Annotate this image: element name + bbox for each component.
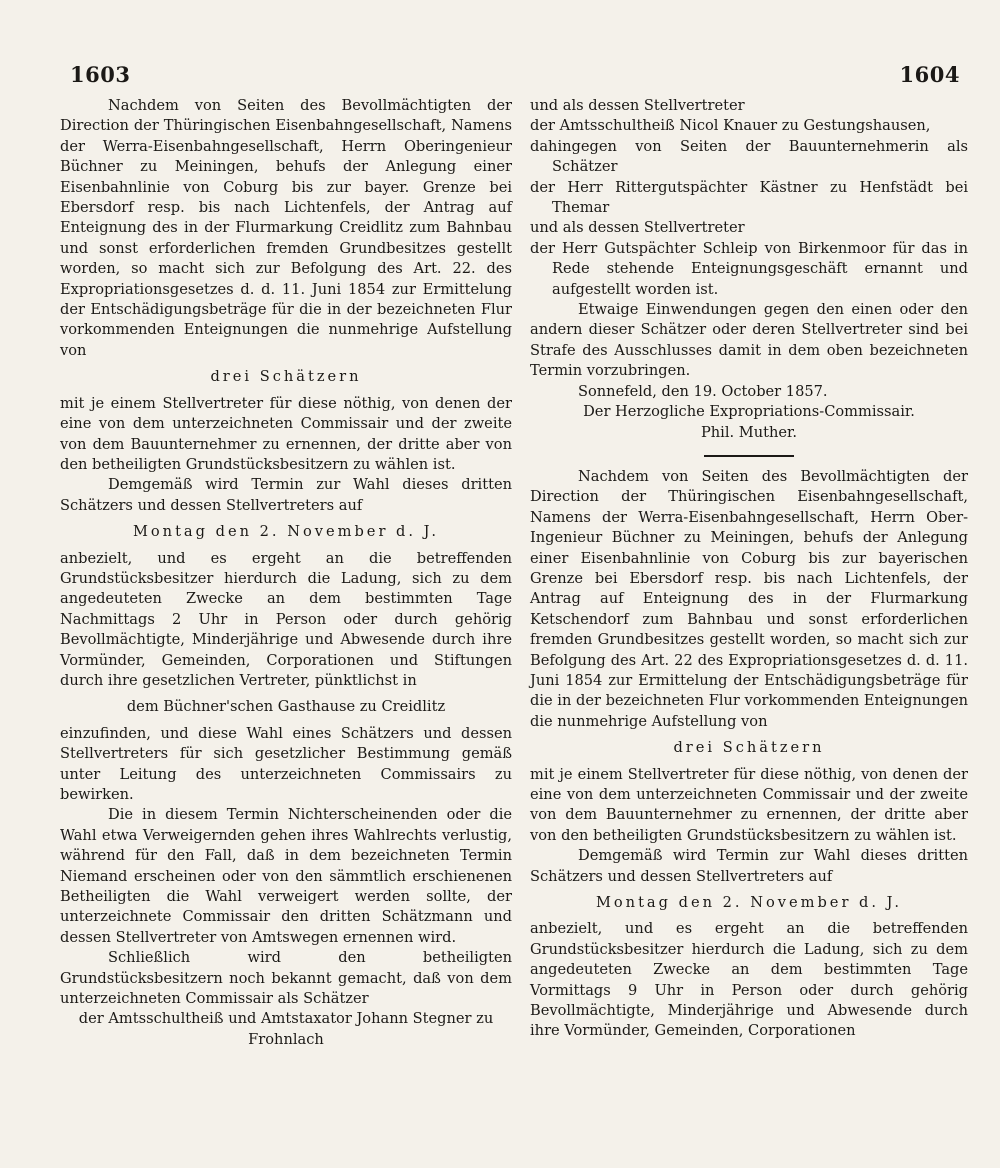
- deputy-label-2: und als dessen Stellvertreter: [530, 219, 745, 237]
- paragraph-election-date-2: Demgemäß wird Termin zur Wahl dieses dritten Schätzers und dessen Stellvertreters auf: [530, 847, 968, 885]
- issuing-authority: Der Herzogliche Expropriations-Commissair.: [583, 403, 915, 421]
- paragraph-objections: Etwaige Einwendungen gegen den einen oder den andern dieser Schätzer oder deren Stellvertreter sind bei Strafe des Ausschlusses damit in dem oben bezeichneten Termin vorzubringen.: [530, 301, 968, 380]
- paragraph-summons: anbezielt, und es ergeht an die betreffenden Grundstücksbesitzer hierdurch die Ladung, sich zu dem angedeuteten Zwecke an dem bestimmten Tage Nachmittags 2 Uhr in Person oder durch gehörig Bevollmächtigte, Minderjährige und Abwesende durch ihre Vormünder, Gemeinden, Corporationen und Stiftungen durch ihre gesetzlichen Vertreter, pünktlichst in: [60, 549, 512, 689]
- paragraph-election: einzufinden, und diese Wahl eines Schätzers und dessen Stellvertreters für sich gesetzlicher Bestimmung gemäß unter Leitung des unterzeichneten Commissairs zu bewirken.: [60, 724, 512, 803]
- dateline: Sonnefeld, den 19. October 1857.: [578, 382, 828, 400]
- right-column: [530, 96, 968, 1042]
- meeting-date-2: Montag den 2. November d. J.: [595, 894, 903, 912]
- notice-creidlitz-intro: Nachdem von Seiten des Bevollmächtigten der Direction der Thüringischen Eisenbahngesellschaft, Namens der Werra-Eisenbahngesellschaft, Herrn Oberingenieur Büchner zu Meiningen, behufs der Anlegung einer Eisenbahnlinie von Coburg bis zur bayer. Grenze bei Ebersdorf resp. bis nach Lichtenfels, der Antrag auf Enteignung des in der Flurmarkung Creidlitz zum Bahnbau und sonst erforderlichen fremden Grundbesitzes gestellt worden, so macht sich zur Befolgung des Art. 22. des Expropriationsgesetzes d. d. 11. Juni 1854 zur Ermittelung der Entschädigungsbeträge für die in der bezeichneten Flur vorkommenden Enteignungen die nunmehrige Aufstellung von: [60, 97, 512, 359]
- deputy-label-1: und als dessen Stellvertreter: [530, 97, 745, 114]
- paragraph-summons-2: anbezielt, und es ergeht an die betreffenden Grundstücksbesitzer hierdurch die Ladung, sich zu dem angedeuteten Zwecke an dem bestimmten Tage Vormittags 9 Uhr in Person oder durch gehörig Bevollmächtigte, Minderjährige und Abwesende durch ihre Vormünder, Gemeinden, Corporationen: [530, 920, 968, 1040]
- heading-three-assessors: drei Schätzern: [210, 368, 362, 386]
- assessor-kaestner: der Herr Rittergutspächter Kästner zu Henfstädt bei Themar: [530, 178, 968, 217]
- paragraph-deputies-2: mit je einem Stellvertreter für diese nöthig, von denen der eine von dem unterzeichneten Commissair und der zweite von dem Bauunternehmer zu ernennen, der dritte aber von den betheiligten Grundstücksbesitzern zu wählen ist.: [530, 765, 968, 844]
- deputy-knauer: der Amtsschultheiß Nicol Knauer zu Gestungshausen,: [530, 117, 931, 135]
- separator-rule: [704, 455, 794, 457]
- paragraph-deputies: mit je einem Stellvertreter für diese nöthig, von denen der eine von dem unterzeichneten Commissair und der zweite von dem Bauunternehmer zu ernennen, der dritte aber von den betheiligten Grundstücksbesitzern zu wählen ist.: [60, 394, 512, 473]
- signature: Phil. Muther.: [700, 423, 798, 441]
- paragraph-announcement: Schließlich wird den betheiligten Grundstücksbesitzern noch bekannt gemacht, daß von dem unterzeichneten Commissair als Schätzer: [60, 949, 512, 1008]
- meeting-place: dem Büchner'schen Gasthause zu Creidlitz: [126, 698, 446, 716]
- heading-three-assessors-2: drei Schätzern: [673, 739, 825, 757]
- deputy-schleip: der Herr Gutspächter Schleip von Birkenmoor für das in Rede stehende Enteignungsgeschäft ernannt und aufgestellt worden ist.: [530, 239, 968, 298]
- notice-ketschendorf-intro: Nachdem von Seiten des Bevollmächtigten der Direction der Thüringischen Eisenbahngesellschaft, Namens der Werra-Eisenbahngesellschaft, Herrn Ober-Ingenieur Büchner zu Meiningen, behufs der Anlegung einer Eisenbahnlinie von Coburg bis zur bayerischen Grenze bei Ebersdorf resp. bis nach Lichtenfels, der Antrag auf Enteignung des in der Flurmarkung Ketschendorf zum Bahnbau und sonst erforderlichen fremden Grundbesitzes gestellt worden, so macht sich zur Befolgung des Art. 22 des Expropriationsgesetzes d. d. 11. Juni 1854 zur Ermittelung der Entschädigungsbeträge für die in der bezeichneten Flur vorkommenden Enteignungen die nunmehrige Aufstellung von: [530, 467, 969, 730]
- page-number-right: 1604: [899, 62, 960, 87]
- page-number-left: 1603: [70, 62, 131, 87]
- left-column: [60, 96, 512, 1050]
- paragraph-absentees: Die in diesem Termin Nichterscheinenden oder die Wahl etwa Verweigernden gehen ihres Wahlrechts verlustig, während für den Fall, daß in dem bezeichneten Termin Niemand erscheinen oder von den sämmtlich erschienenen Betheiligten die Wahl verweigert werden sollte, der unterzeichnete Commissair den dritten Schätzmann und dessen Stellvertreter von Amtswegen ernennen wird.: [60, 806, 512, 946]
- meeting-date: Montag den 2. November d. J.: [132, 523, 440, 541]
- paragraph-election-date: Demgemäß wird Termin zur Wahl dieses dritten Schätzers und dessen Stellvertreters auf: [60, 476, 512, 514]
- contractor-assessor-label: dahingegen von Seiten der Bauunternehmerin als Schätzer: [530, 137, 968, 176]
- assessor-stegner: der Amtsschultheiß und Amtstaxator Johann Stegner zu Frohnlach: [78, 1010, 494, 1048]
